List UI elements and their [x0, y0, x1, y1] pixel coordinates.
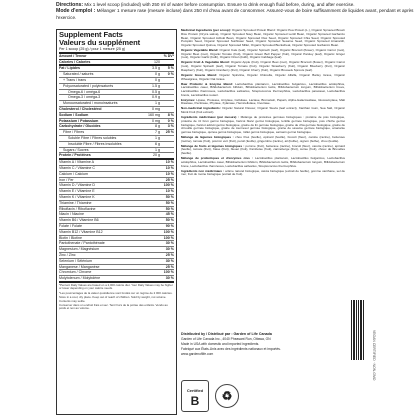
distributor-label: Distributed by / Distribué par : Garden of Life Canada: [181, 332, 272, 336]
footnote: *Percent Daily Values are based on a 2,000 calorie diet. Your Daily Values may be higher or lower depending on your calorie needs.: [59, 282, 173, 291]
ingredient-paragraph: Mélange de légumes biologiques : chou frisé (feuille), épinard (feuille), brocoli (fleur), carotte (racine), betterave (racine), tomate (fruit), poivron vert (fruit), persil (feuille), gingembre (racine), ail (bulbe), oignon (bulbe), chou (feuille).: [181, 135, 345, 143]
nutrient-amount: 20 g: [153, 153, 160, 158]
ingredient-paragraph: Enzymes: Lipase, Protease, Amylase, Cellulase, Lactase, Bromelain, Papain, Alpha-Galactosidase, Glucoamylase, Malt Diastase, Pectinase, Phytase, Xylanase, Hemicellulase, Invertase.: [181, 97, 345, 106]
nutrient-name: Pantothenate / Pantothénate: [59, 241, 105, 246]
footnote: Store in a cool, dry place. Keep out of reach of children. Sold by weight, not volume. Contents may settle.: [59, 295, 167, 303]
nutrient-name: Molybdenum / Molybdène: [59, 276, 101, 281]
nutrient-dv: 90 %: [165, 223, 174, 228]
nutrient-dv: 45 %: [165, 212, 174, 217]
nutrient-dv: 50 %: [165, 206, 174, 211]
nutrient-name: Vitamin B6 / Vitamine B6: [59, 218, 99, 223]
amount-label: Amount / Teneur: [59, 54, 87, 59]
nutrient-name: Biotin / Biotine: [59, 235, 82, 240]
nutrient-name: Vitamin B12 / Vitamine B12: [59, 229, 103, 234]
nutrient-dv: 25 %: [165, 130, 174, 135]
nutrient-name: Carbohydrate / Glucides: [59, 124, 101, 129]
nutrient-dv: 50 %: [165, 200, 174, 205]
nutrient-amount: 0.9 g: [152, 95, 160, 100]
distributor-line: Made in USA with domestic and imported ingredients.: [181, 342, 260, 347]
nutrient-name: Fibre / Fibres: [63, 130, 85, 135]
nutrient-amount: 0 mg: [152, 106, 160, 111]
nutrient-dv: 10 %: [165, 171, 174, 176]
nutrient-dv: 100 %: [163, 270, 174, 275]
nutrient-name: Chromium / Chrome: [59, 270, 92, 275]
nutrient-row: [59, 60, 174, 67]
ingredient-paragraph: Ingrédients médicinaux (par mesure) : Mélange de protéines germées biologiques : protéine de pois biologique, protéine de riz brun germé biologique, haricot blanc germé biologique, lentille germée biologique, pois chiche germé biologique, haricot adzuki germé biologique, graine de lin germée biologique, graine de chia germée biologique, graine de citrouille germée biologique, graine de tournesol germée biologique, graine de sésame germée biologique, amarante germée biologique, quinoa germé biologique, millet germé biologique, sarrasin germé biologique.: [181, 115, 345, 135]
nutrient-amount: 8 g: [155, 124, 160, 129]
nutrient-name: Vitamin E / Vitamine E: [59, 189, 95, 194]
nutrient-dv: 50 %: [165, 218, 174, 223]
nutrient-dv: 10 %: [165, 189, 174, 194]
facts-title-en: Supplement Facts: [59, 30, 123, 39]
nutrient-name: Vitamin K / Vitamine K: [59, 194, 95, 199]
nutrient-name: Selenium / Sélénium: [59, 258, 92, 263]
nutrient-amount: 0.5 g: [152, 89, 160, 94]
distributor-line: Garden of Life Canada Inc., 4040 Pheasant Run, Ottawa, ON: [181, 337, 271, 342]
nutrient-name: Polyunsaturated / polyinsaturés: [63, 83, 114, 88]
nutrient-name: Sugars / Sucres: [63, 147, 89, 152]
nutrient-name: Calories / Calories: [59, 59, 91, 64]
nutrient-amount: 0 mg: [152, 118, 160, 123]
ingredient-paragraph: Organic Greens Blend: Organic Spirulina, Organic Chlorella, Organic Alfalfa, Organic Barley Grass, Organic Wheatgrass, Organic Oat Grass.: [181, 72, 345, 81]
nutrient-dv: 100 %: [163, 183, 174, 188]
nutrient-dv: 3 %: [167, 124, 174, 129]
nutrient-row: [59, 153, 174, 160]
nutrient-amount: 1 g: [155, 147, 160, 152]
nutrient-dv: 10 %: [165, 160, 174, 165]
nutrient-dv: 30 %: [165, 247, 174, 252]
nutrient-name: Folate / Folate: [59, 223, 82, 228]
distributor-line: Fabriqué aux États-Unis avec des ingrédients nationaux et importés.: [181, 347, 281, 352]
ingredient-paragraph: Non-medicinal ingredients: Organic Natural Flavour, Organic Stevia (leaf extract), Xanthan Gum, Sea Salt, Organic Monk Fruit (fruit extract).: [181, 106, 345, 115]
nutrient-name: Omega-6 / oméga-6: [68, 89, 101, 94]
ingredient-paragraph: Organic Vegetable Blend: Organic Kale (leaf), Organic Spinach (leaf), Organic Broccoli (flower), Organic Carrot (root), Organic Beet (root), Organic Tomato (fruit), Organic Green Bell Pepper (fruit), Organic Parsley (leaf), Organic Ginger (root), Organic Garlic (bulb), Organic Onion (bulb), Organic Cabbage (leaf).: [181, 47, 345, 60]
nutrient-amount: 0 g: [155, 72, 160, 77]
serving-size: Per 1 scoop (25 g) / pour 1 mesure (25 g): [59, 47, 174, 54]
nutrient-name: Calcium / Calcium: [59, 171, 88, 176]
nutrient-amount: 1 g: [155, 101, 160, 106]
recycle-icon: ♻: [215, 384, 239, 408]
nutrient-amount: 7 g: [155, 130, 160, 135]
nutrient-dv: 10 %: [165, 165, 174, 170]
nutrient-amount: 1.5 g: [152, 83, 160, 88]
nutrient-name: Omega-3 / oméga-3: [68, 95, 101, 100]
ingredient-paragraph: Ingrédients non médicinaux : arôme naturel biologique, stévia biologique (extrait de feuille), gomme xanthane, sel de mer, fruit du moine biologique (extrait de fruit).: [181, 168, 345, 177]
directions-fr: Mode d'emploi : Mélanger 1 mesure rase (mesure incluse) dans 250 ml d'eau avant de consommer. Assurez-vous de boire suffisamment de liquides avant, pendant et après l'exercice.: [56, 8, 414, 20]
ingredient-paragraph: Raw Probiotic & Enzyme Blend: Lactobacillus plantarum, Lactobacillus bulgaricus, Lactobacillus acidophilus, Lactobacillus casei, Bifidobacterium bifidum, Bifidobacterium lactis, Bifidobacterium longum, Bifidobacterium breve, Lactobacillus rhamnosus, Lactobacillus salivarius, Streptococcus thermophilus, Lactobacillus paracasei, Lactobacillus brevis, Lactobacillus reuteri.: [181, 81, 345, 97]
nutrient-amount: 120: [154, 59, 160, 64]
nutrient-name: Monounsaturated / monoinsaturés: [63, 101, 118, 106]
nutrient-name: Vitamin C / Vitamine C: [59, 165, 96, 170]
nutrient-name: Iron / Fer: [59, 177, 74, 182]
nutrient-dv: 8 %: [167, 112, 174, 117]
ingredients-column: [181, 29, 345, 329]
nutrient-name: Cholesterol / Cholestérol: [59, 106, 102, 111]
directions-block: [56, 2, 416, 20]
facts-title-fr: Valeurs du supplément: [59, 38, 141, 47]
directions-en: Directions: Mix 1 level scoop (included) with 250 ml of water before consumption. Ensure to drink enough fluid before, during, and after exercise.: [56, 2, 355, 8]
nutrient-name: Riboflavin / Riboflavine: [59, 206, 96, 211]
distributor-block: [181, 332, 331, 357]
nutrient-name: Vitamin A / Vitamine A: [59, 160, 95, 165]
b-corp-logo: Certified B: [181, 380, 209, 412]
facts-footnotes: [59, 284, 174, 311]
nutrient-name: + Trans / trans: [63, 78, 87, 82]
nutrient-amount: 0 g: [155, 78, 160, 82]
ingredient-paragraph: Medicinal Ingredients (per scoop): Organic Sprouted Protein Blend: Organic Pea Protein (L.), Organic Sprouted Brown Rice Protein (Oryza sativa), Organic Sprouted Navy Bean, Organic Sprouted Lentil Bean, Organic Sprouted Garbanzo Bean, Organic Sprouted Adzuki Bean, Organic Sprouted Flax Seed, Organic Sprouted Chia Seed, Organic Sprouted Pumpkin Seed, Organic Sprouted Sunflower Seed, Organic Sprouted Sesame Seed, Organic Sprouted Amaranth, Organic Sprouted Quinoa, Organic Sprouted Millet, Organic Sprouted Buckwheat, Organic Sprouted Garbanzo Bean.: [181, 29, 345, 47]
nutrient-name: Soluble Fibre / Fibres solubles: [68, 135, 117, 140]
nutrient-dv: 30 %: [165, 276, 174, 281]
nutrient-dv: 25 %: [165, 177, 174, 182]
nutrient-dv: 5 %: [167, 66, 174, 71]
nutrient-name: Sodium / Sodium: [59, 112, 89, 117]
nutrient-dv: 30 %: [165, 241, 174, 246]
nutrient-dv: 100 %: [163, 235, 174, 240]
nutrient-name: Thiamine / Thiamine: [59, 200, 92, 205]
barcode-icon: [350, 300, 364, 360]
nutrient-amount: 160 mg: [148, 112, 160, 117]
footnote: *Les pourcentages de la valeur quotidienne sont fondés sur un régime de 2 000 calories.: [59, 290, 173, 295]
website-link: www.gardenoflife.com: [181, 352, 214, 357]
nutrient-name: Vitamin D / Vitamine D: [59, 183, 96, 188]
ingredient-paragraph: Mélange de probiotiques et d'enzymes crus : Lactobacillus plantarum, Lactobacillus bulgaricus, Lactobacillus acidophilus, Lactobacillus casei, Bifidobacterium bifidum, Bifidobacterium lactis, Bifidobacterium longum, Bifidobacterium breve, Lactobacillus rhamnosus, Lactobacillus salivarius, Streptococcus thermophilus.: [181, 156, 345, 168]
nutrient-dv: 0 %: [167, 72, 174, 77]
nutrient-amount: 1 g: [155, 135, 160, 140]
nutrient-name: Protein / Protéines: [59, 153, 91, 158]
nutrient-dv: 0 %: [167, 118, 174, 123]
ingredient-paragraph: Organic Fruit & Vegetable Blend: Organic Apple (fruit), Organic Beet (root), Organic Broccoli (flower), Organic Carrot (root), Organic Spinach (leaf), Organic Tomato (fruit), Organic Strawberry (fruit), Organic Blueberry (fruit), Organic Raspberry (fruit), Organic Cranberry (fruit), Organic Cherry (fruit), Organic Brussels Sprouts (leaf).: [181, 60, 345, 72]
nutrient-dv: 50 %: [165, 194, 174, 199]
nutrient-name: Magnesium / Magnésium: [59, 247, 100, 252]
nutrient-name: Saturated / saturés: [63, 72, 94, 77]
nutrient-row: [59, 276, 174, 283]
ingredient-paragraph: Mélange de fruits et légumes biologiques : pomme (fruit), betterave (racine), brocoli (fleur), carotte (racine), épinard (feuille), tomate (fruit), fraise (fruit), bleuet (fruit), framboise (fruit), canneberge (fruit), cerise (fruit), choux de Bruxelles (feuille).: [181, 143, 345, 156]
nutrient-amount: 6 g: [155, 141, 160, 146]
nutrient-name: Zinc / Zinc: [59, 252, 76, 257]
nutrient-name: Potassium / Potassium: [59, 118, 99, 123]
supplement-facts-panel: [56, 29, 177, 415]
dv-label: % DV*: [163, 54, 174, 59]
footnote: Conserver dans un endroit frais et sec. Tenir hors de la portée des enfants. Vendu au poids et non au volume.: [59, 302, 168, 311]
nutrient-dv: 25 %: [165, 264, 174, 269]
side-label-text: VEGAN CERTIFIED · NON-GMO: [372, 330, 376, 381]
nutrient-rows: [59, 60, 174, 283]
nutrient-name: Niacin / Niacine: [59, 212, 84, 217]
nutrient-dv: 100 %: [163, 229, 174, 234]
nutrient-name: Insoluble Fibre / Fibres insolubles: [68, 141, 122, 146]
nutrient-dv: 25 %: [165, 252, 174, 257]
nutrient-amount: 3.5 g: [152, 66, 160, 71]
nutrient-name: Fat / Lipides: [59, 66, 80, 71]
certification-logos: [181, 378, 331, 414]
nutrient-name: Manganese / Manganèse: [59, 264, 100, 269]
nutrient-dv: 30 %: [165, 258, 174, 263]
